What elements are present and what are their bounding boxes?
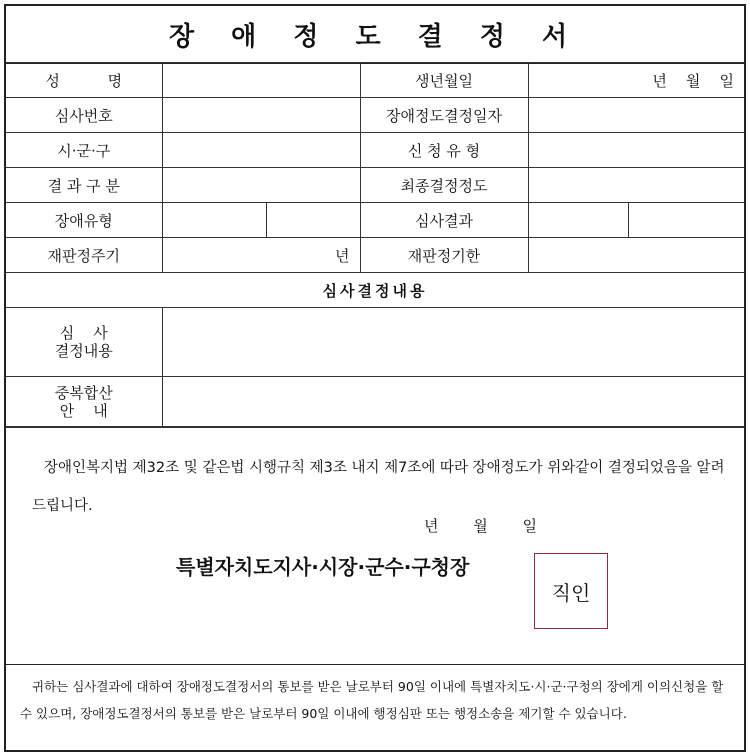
result-type-field[interactable] <box>162 168 360 203</box>
review-content-label-line1: 심 사 <box>59 324 108 342</box>
combined-guide-field[interactable] <box>162 377 744 428</box>
decision-date-field[interactable] <box>528 98 744 133</box>
review-result-field-1[interactable] <box>528 203 628 238</box>
review-section-title: 심사결정내용 <box>6 273 744 308</box>
applicant-info-table <box>6 62 744 428</box>
notice-body: 장애인복지법 제32조 및 같은법 시행규칙 제3조 내지 제7조에 따라 장애정도가 위와같이 결정되었음을 알려드립니다. <box>32 460 725 514</box>
birth-label: 생년월일 <box>360 63 528 98</box>
review-number-label: 심사번호 <box>6 98 162 133</box>
review-result-label: 심사결과 <box>360 203 528 238</box>
combined-guide-label-line2: 안 내 <box>59 402 108 420</box>
disability-type-field-1[interactable] <box>162 203 266 238</box>
final-level-field[interactable] <box>528 168 744 203</box>
appeal-notice: 귀하는 심사결과에 대하여 장애정도결정서의 통보를 받은 날로부터 90일 이내에 특별자치도·시·군·구청의 장에게 이의신청을 할 수 있으며, 장애정도결정서의 통보를 받은 날로부터 90일 이내에 행정심판 또는 행정소송을 제기할 수 있습니다. <box>6 664 744 750</box>
application-type-field[interactable] <box>528 133 744 168</box>
document-title: 장 애 정 도 결 정 서 <box>6 6 744 64</box>
notice-date: 년 월 일 <box>424 517 538 535</box>
name-field[interactable] <box>162 63 360 98</box>
combined-guide-label <box>6 377 162 428</box>
combined-guide-label-line1: 중복합산 <box>54 384 113 402</box>
decision-form <box>4 4 746 752</box>
reassess-deadline-field[interactable] <box>528 238 744 273</box>
disability-type-label: 장애유형 <box>6 203 162 238</box>
reassess-cycle-field[interactable] <box>162 238 360 273</box>
reassess-cycle-label: 재판정주기 <box>6 238 162 273</box>
result-type-label: 결 과 구 분 <box>6 168 162 203</box>
region-label: 시·군·구 <box>6 133 162 168</box>
review-result-field-2[interactable] <box>628 203 744 238</box>
issuer-title: 특별자치도지사·시장·군수·구청장 <box>176 555 470 579</box>
final-level-label: 최종결정정도 <box>360 168 528 203</box>
birth-field[interactable] <box>528 63 744 98</box>
reassess-cycle-unit: 년 <box>335 246 350 265</box>
application-type-label: 신 청 유 형 <box>360 133 528 168</box>
decision-date-label: 장애정도결정일자 <box>360 98 528 133</box>
official-seal-box: 직인 <box>534 553 608 629</box>
birth-date-placeholder: 년 월 일 <box>652 71 734 90</box>
disability-type-field-2[interactable] <box>266 203 360 238</box>
review-content-label-line2: 결정내용 <box>54 342 113 360</box>
review-content-field[interactable] <box>162 308 744 377</box>
review-content-label <box>6 308 162 377</box>
review-number-field[interactable] <box>162 98 360 133</box>
name-label: 성 명 <box>6 63 162 98</box>
region-field[interactable] <box>162 133 360 168</box>
notice-section <box>6 426 744 664</box>
reassess-deadline-label: 재판정기한 <box>360 238 528 273</box>
